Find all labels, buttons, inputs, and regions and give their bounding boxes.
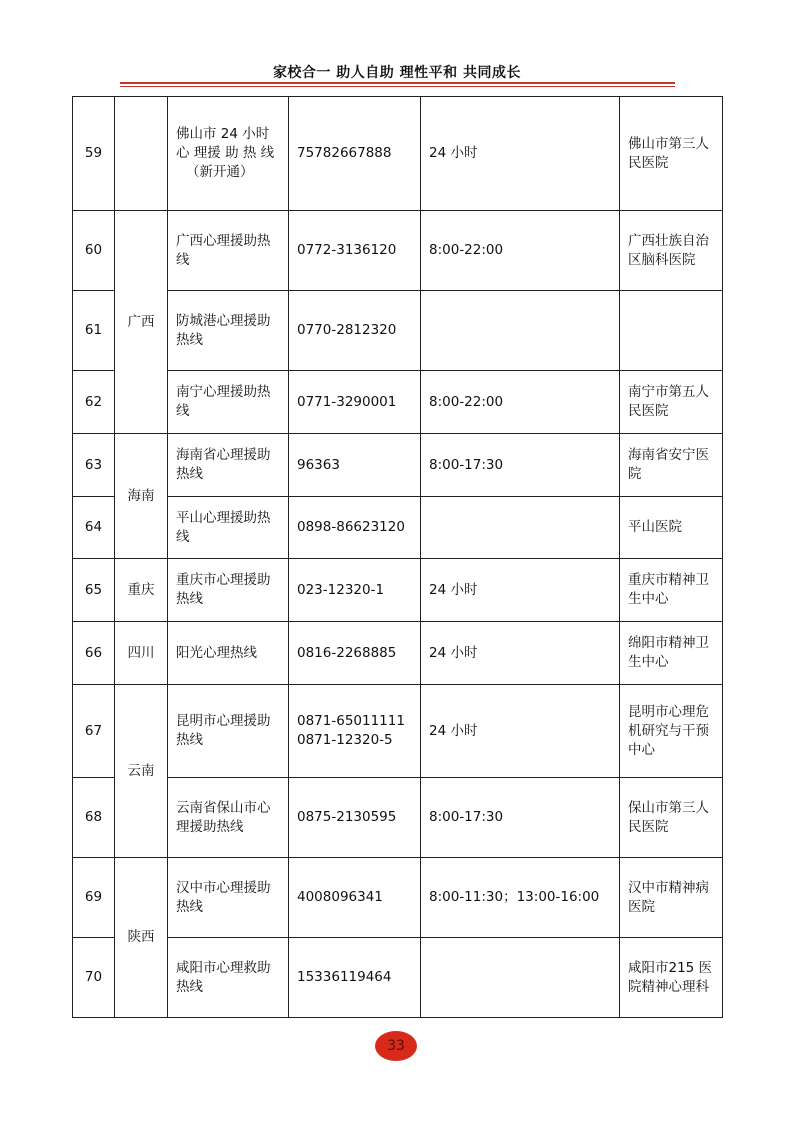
service-hours: 24 小时 bbox=[421, 559, 620, 622]
province-cell: 四川 bbox=[115, 622, 168, 685]
table-row bbox=[73, 559, 723, 622]
service-hours bbox=[421, 497, 620, 559]
phone-number: 0816-2268885 bbox=[289, 622, 421, 685]
phone-number bbox=[289, 685, 421, 778]
table-row bbox=[73, 938, 723, 1018]
page-number-badge: 33 bbox=[375, 1031, 417, 1061]
hotline-name-note: （新开通） bbox=[186, 164, 254, 180]
organization: 佛山市第三人民医院 bbox=[620, 97, 723, 211]
table-row bbox=[73, 685, 723, 778]
organization: 海南省安宁医院 bbox=[620, 434, 723, 497]
row-number: 61 bbox=[73, 291, 115, 371]
phone-number: 0772-3136120 bbox=[289, 211, 421, 291]
row-number: 64 bbox=[73, 497, 115, 559]
hotline-name: 阳光心理热线 bbox=[168, 622, 289, 685]
phone-number: 15336119464 bbox=[289, 938, 421, 1018]
phone-number-primary: 0871-65011111 bbox=[297, 713, 405, 729]
hotline-name: 咸阳市心理救助热线 bbox=[168, 938, 289, 1018]
service-hours: 8:00-22:00 bbox=[421, 211, 620, 291]
service-hours bbox=[421, 291, 620, 371]
organization: 汉中市精神病医院 bbox=[620, 858, 723, 938]
row-number: 69 bbox=[73, 858, 115, 938]
province-cell bbox=[115, 97, 168, 211]
service-hours: 8:00-17:30 bbox=[421, 778, 620, 858]
row-number: 67 bbox=[73, 685, 115, 778]
organization: 重庆市精神卫生中心 bbox=[620, 559, 723, 622]
organization: 昆明市心理危机研究与干预中心 bbox=[620, 685, 723, 778]
phone-number: 023-12320-1 bbox=[289, 559, 421, 622]
organization: 绵阳市精神卫生中心 bbox=[620, 622, 723, 685]
table-row bbox=[73, 858, 723, 938]
organization: 南宁市第五人民医院 bbox=[620, 371, 723, 434]
organization: 保山市第三人民医院 bbox=[620, 778, 723, 858]
phone-number-secondary: 0871-12320-5 bbox=[297, 732, 393, 748]
hotline-name: 广西心理援助热线 bbox=[168, 211, 289, 291]
page-header-title: 家校合一 助人自助 理性平和 共同成长 bbox=[272, 65, 522, 81]
hotline-name: 汉中市心理援助热线 bbox=[168, 858, 289, 938]
phone-number: 0771-3290001 bbox=[289, 371, 421, 434]
phone-number: 0875-2130595 bbox=[289, 778, 421, 858]
row-number: 60 bbox=[73, 211, 115, 291]
organization: 平山医院 bbox=[620, 497, 723, 559]
row-number: 66 bbox=[73, 622, 115, 685]
hotline-name: 防城港心理援助热线 bbox=[168, 291, 289, 371]
hotline-name: 昆明市心理援助热线 bbox=[168, 685, 289, 778]
organization: 广西壮族自治区脑科医院 bbox=[620, 211, 723, 291]
service-hours: 8:00-22:00 bbox=[421, 371, 620, 434]
hotline-name bbox=[168, 97, 289, 211]
table-row bbox=[73, 291, 723, 371]
service-hours: 8:00-11:30；13:00-16:00 bbox=[421, 858, 620, 938]
hotline-name-text: 佛山市 24 小时心 理援 助 热 线 bbox=[176, 126, 275, 161]
province-cell: 云南 bbox=[115, 685, 168, 858]
row-number: 63 bbox=[73, 434, 115, 497]
province-cell: 重庆 bbox=[115, 559, 168, 622]
organization: 咸阳市215 医院精神心理科 bbox=[620, 938, 723, 1018]
hotline-table bbox=[72, 96, 723, 1018]
table-row bbox=[73, 371, 723, 434]
service-hours: 24 小时 bbox=[421, 622, 620, 685]
table-row bbox=[73, 778, 723, 858]
table-row bbox=[73, 497, 723, 559]
hotline-name: 平山心理援助热线 bbox=[168, 497, 289, 559]
phone-number: 0770-2812320 bbox=[289, 291, 421, 371]
row-number: 65 bbox=[73, 559, 115, 622]
phone-number: 4008096341 bbox=[289, 858, 421, 938]
province-cell: 广西 bbox=[115, 211, 168, 434]
header-divider-thin bbox=[120, 86, 675, 87]
table-row bbox=[73, 434, 723, 497]
row-number: 70 bbox=[73, 938, 115, 1018]
table-row bbox=[73, 622, 723, 685]
phone-number: 75782667888 bbox=[289, 97, 421, 211]
service-hours bbox=[421, 938, 620, 1018]
service-hours: 8:00-17:30 bbox=[421, 434, 620, 497]
row-number: 62 bbox=[73, 371, 115, 434]
header-divider bbox=[120, 82, 675, 84]
phone-number: 96363 bbox=[289, 434, 421, 497]
phone-number: 0898-86623120 bbox=[289, 497, 421, 559]
service-hours: 24 小时 bbox=[421, 685, 620, 778]
service-hours: 24 小时 bbox=[421, 97, 620, 211]
table-row bbox=[73, 211, 723, 291]
table-row bbox=[73, 97, 723, 211]
province-cell: 陕西 bbox=[115, 858, 168, 1018]
organization bbox=[620, 291, 723, 371]
hotline-name: 云南省保山市心理援助热线 bbox=[168, 778, 289, 858]
hotline-name: 海南省心理援助热线 bbox=[168, 434, 289, 497]
hotline-name: 南宁心理援助热线 bbox=[168, 371, 289, 434]
row-number: 59 bbox=[73, 97, 115, 211]
hotline-name: 重庆市心理援助热线 bbox=[168, 559, 289, 622]
row-number: 68 bbox=[73, 778, 115, 858]
province-cell: 海南 bbox=[115, 434, 168, 559]
